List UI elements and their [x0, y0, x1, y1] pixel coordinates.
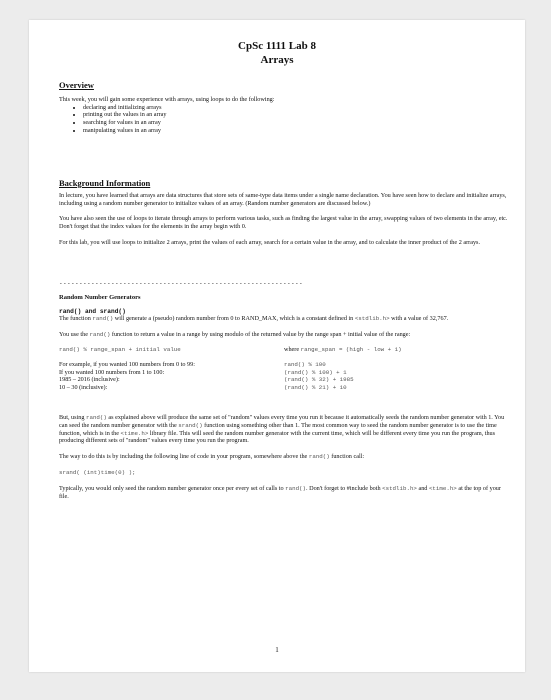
document-title: CpSc 1111 Lab 8: [238, 40, 316, 52]
example-description: 10 – 30 (inclusive):: [59, 384, 108, 392]
rng-paragraph-2: You use the rand() function to return a value in a range by using modulo of the returned value by the range span + initial value of the range:: [59, 331, 411, 339]
background-paragraph-2: You have also seen the use of loops to iterate through arrays to perform various tasks, such as finding the largest value in the array, swapping values of two elements in the array, etc. Don't forget that the index values for the elements in the array begin with 0.: [59, 215, 508, 231]
example-code: (rand() % 32) + 1985: [284, 376, 354, 384]
background-paragraph-1: In lecture, you have learned that arrays are data structures that store sets of same-type data items under a single name declaration. You have seen how to declare and initialize arrays, including using a random number generator to initialize values of an array. (Random number generators are discussed below.): [59, 191, 507, 207]
examples-code: [284, 361, 504, 392]
list-item: • printing out the values in an array: [83, 111, 509, 119]
srand-code-line: srand( (int)time(0) );: [59, 468, 136, 476]
background-paragraph-3: For this lab, you will use loops to initialize 2 arrays, print the values of each array, search for a certain value in the array, and to calculate the inner product of the 2 arrays.: [59, 238, 480, 246]
examples-table: [59, 361, 509, 392]
example-code: (rand() % 21) + 10: [284, 384, 347, 392]
list-item: • declaring and initializing arrays: [83, 104, 509, 112]
overview-intro: This week, you will gain some experience with arrays, using loops to do the following:: [59, 95, 275, 103]
background-heading: Background Information: [59, 178, 151, 188]
rng-paragraph-3: But, using rand() as explained above will produce the same set of "random" values every time you run it because it automatically seeds the random number generator with 1. You can seed the random number generator with the srand() function using something other than 1. The most common way to seed the random number generator is to use the time function, which is in the <time.h> library file. This will seed the random number generator with the current time, which will be different every time you run the program, thus producing different sets of "random" values every time you run the program.: [59, 413, 505, 445]
formula-left: rand() % range_span + initial value: [59, 345, 181, 353]
overview-heading: Overview: [59, 80, 94, 90]
document-page: [29, 20, 525, 672]
example-description: For example, if you wanted 100 numbers from 0 to 99:: [59, 360, 195, 368]
rng-paragraph-1: The function rand() will generate a (pseudo) random number from 0 to RAND_MAX, which is a constant defined in <stdlib.h> with a value of 32,767.: [59, 315, 449, 323]
section-divider: -------------------------------------------------------------: [59, 280, 304, 287]
overview-section: [59, 82, 509, 135]
rng-heading: Random Number Generators: [59, 293, 141, 301]
page-number: 1: [275, 646, 279, 654]
rand-srand-heading: rand() and srand(): [59, 307, 126, 315]
title-block: [29, 40, 525, 66]
overview-list: [59, 104, 509, 135]
example-code: (rand() % 100) + 1: [284, 368, 347, 376]
example-code: rand() % 100: [284, 360, 326, 368]
formula-right: where range_span = (high - low + 1): [284, 345, 402, 353]
example-description: If you wanted 100 numbers from 1 to 100:: [59, 368, 165, 376]
list-item: • searching for values in an array: [83, 119, 509, 127]
rng-section: [59, 280, 509, 500]
example-description: 1985 – 2016 (inclusive):: [59, 376, 120, 384]
examples-descriptions: [59, 361, 284, 392]
rng-paragraph-4: The way to do this is by including the following line of code in your program, somewhere above the rand() function call:: [59, 453, 365, 461]
background-section: [59, 180, 509, 247]
rng-paragraph-5: Typically, you would only seed the random number generator once per every set of calls to rand(). Don't forget to #include both <stdlib.h> and <time.h> at the top of your file.: [59, 484, 501, 500]
document-subtitle: Arrays: [260, 54, 294, 66]
formula-row: [59, 346, 509, 354]
list-item: • manipulating values in an array: [83, 127, 509, 135]
